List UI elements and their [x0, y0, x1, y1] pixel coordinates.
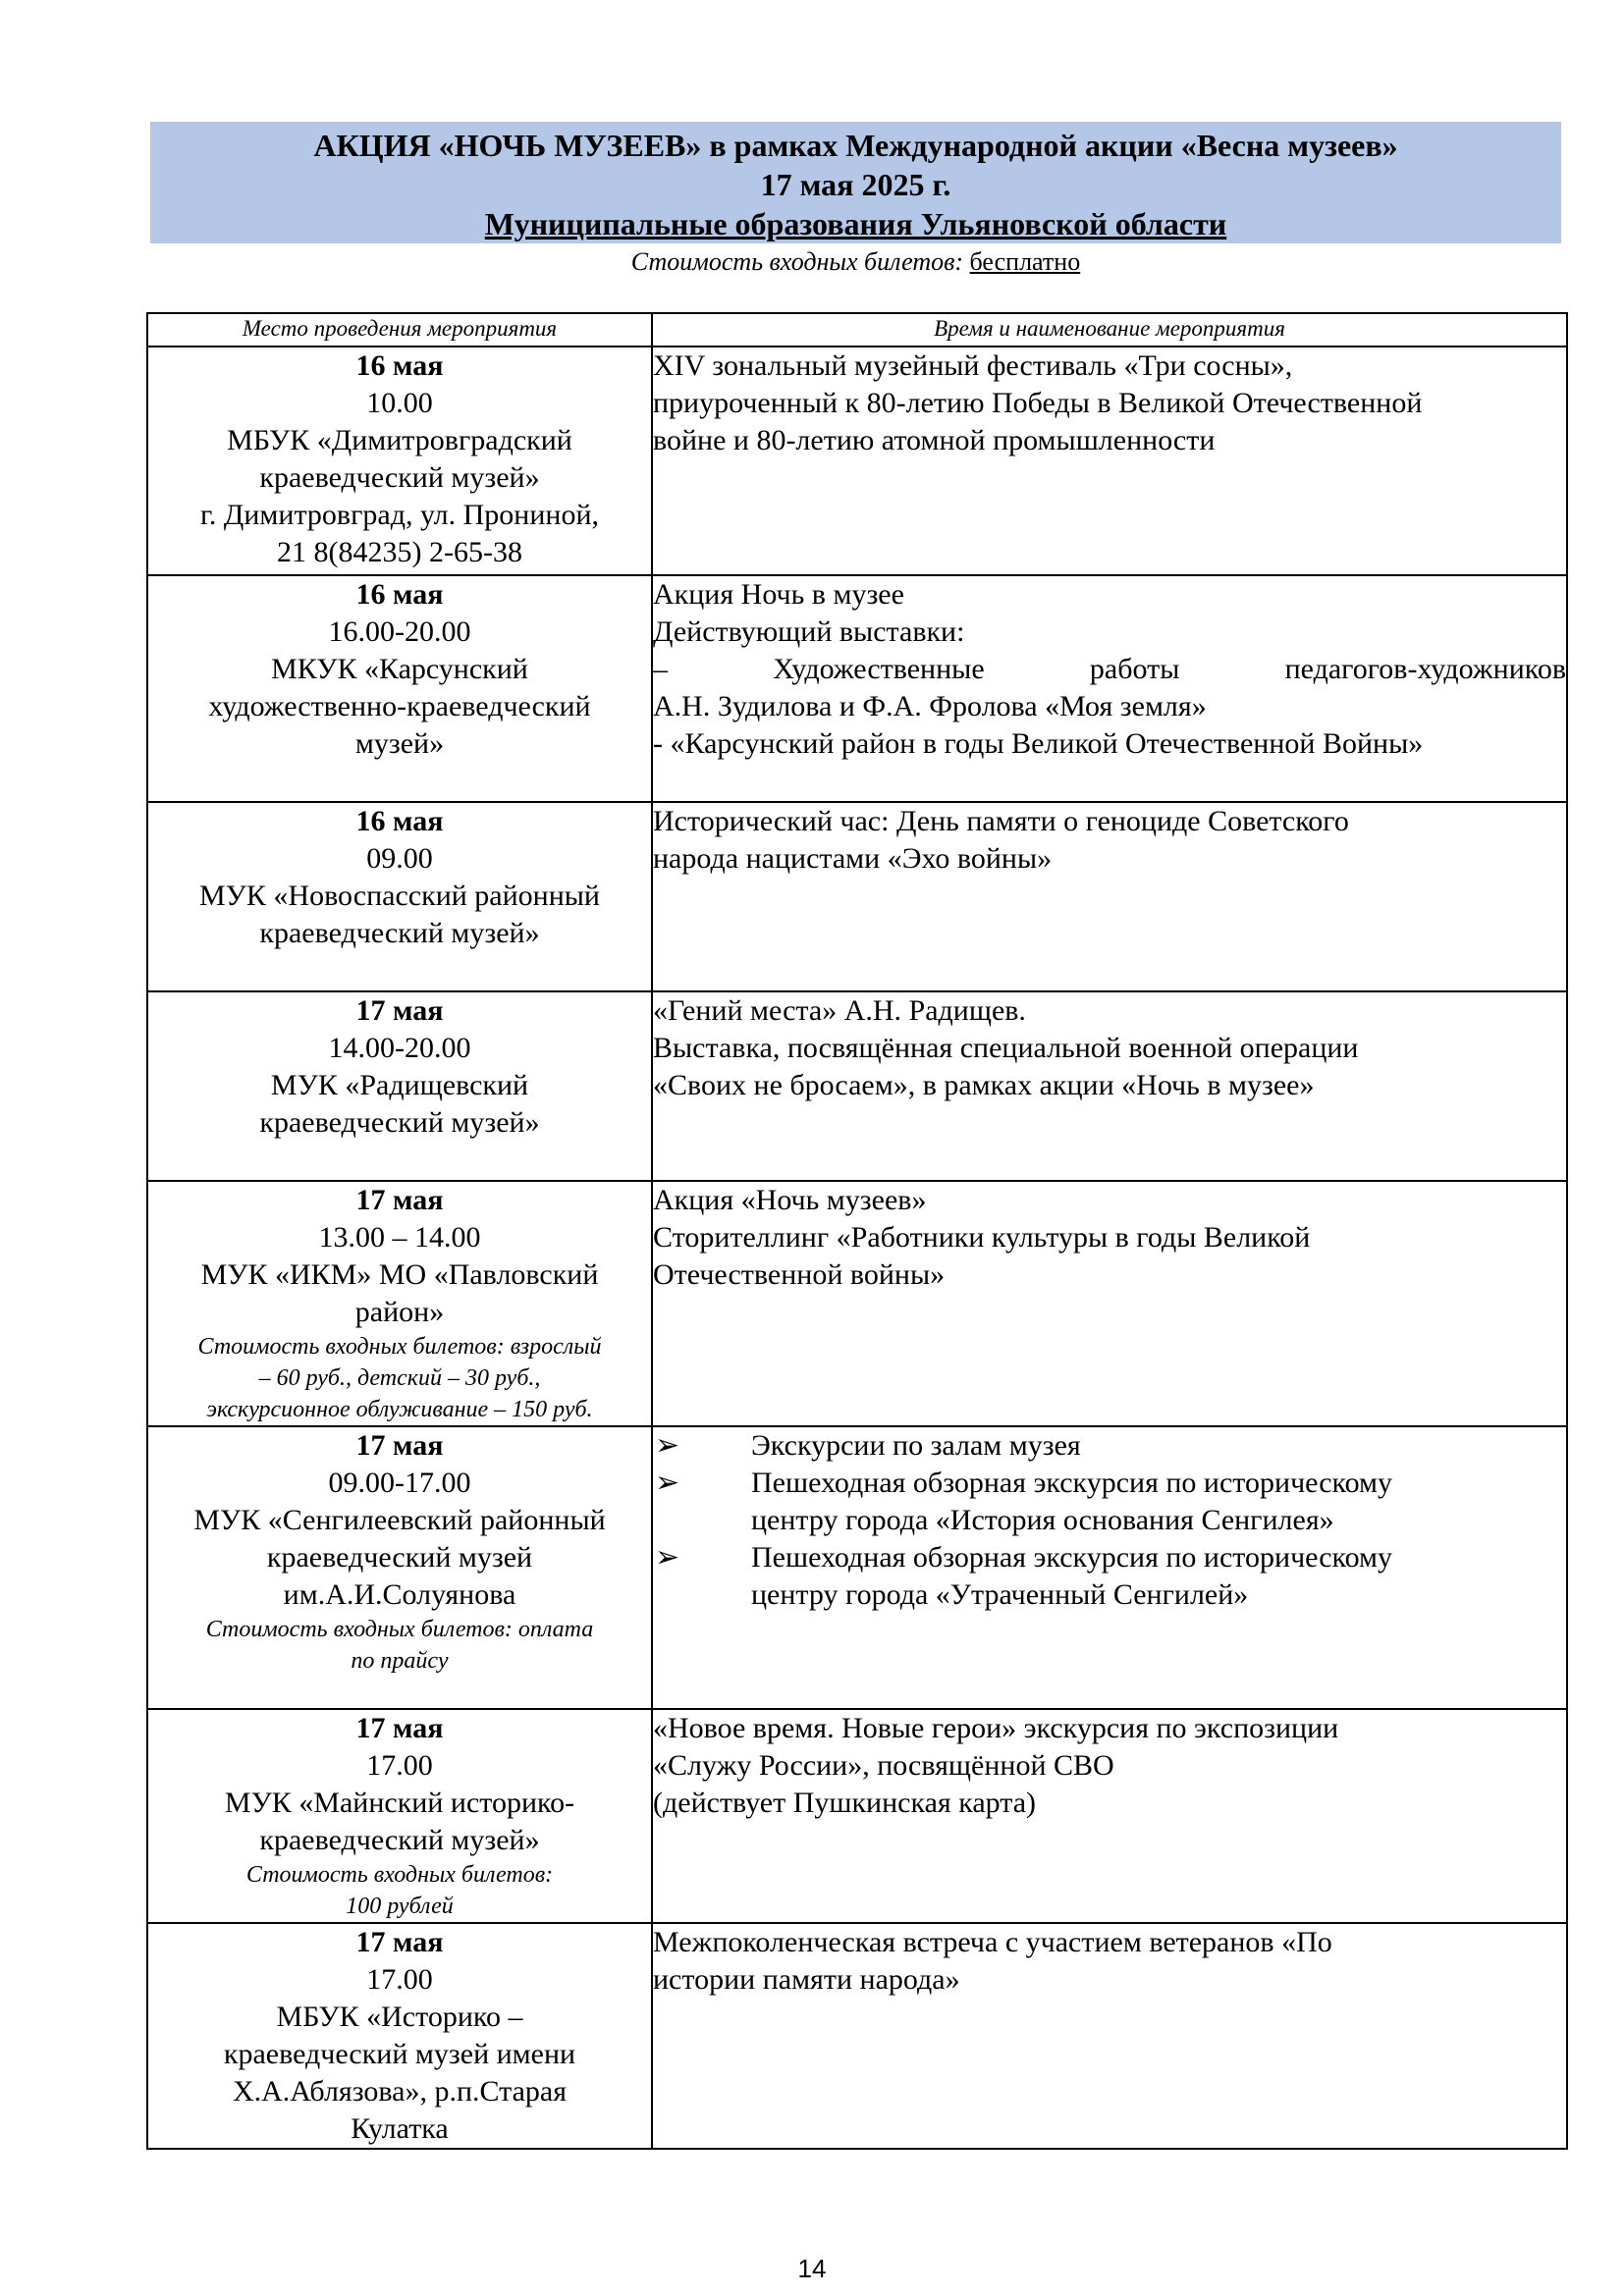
event-date: 17 мая [355, 1429, 444, 1462]
title-date: 17 мая 2025 г. [760, 167, 951, 202]
price-note: экскурсионное облуживание – 150 руб. [206, 1397, 593, 1422]
event-cell [652, 575, 1567, 802]
event-time: 17.00 [366, 1749, 433, 1782]
ticket-cost-label: Стоимость входных билетов: [630, 247, 970, 276]
title-banner [150, 122, 1561, 243]
place-line: художественно-краеведческий [208, 690, 591, 722]
bullet-text: Экскурсии по залам музея [751, 1429, 1081, 1462]
event-cell [652, 1181, 1567, 1426]
event-time: 13.00 – 14.00 [318, 1221, 481, 1254]
price-note: Стоимость входных билетов: оплата [205, 1617, 594, 1642]
event-line: «Своих не бросаем», в рамках акции «Ночь в музее» [653, 1069, 1315, 1101]
bullet-text: центру города «Утраченный Сенгилей» [751, 1578, 1249, 1611]
bullet-text: Пешеходная обзорная экскурсия по историческому [751, 1467, 1392, 1499]
ticket-cost-line [150, 245, 1561, 279]
event-line: Действующий выставки: [653, 615, 965, 648]
price-note: по прайсу [351, 1648, 449, 1674]
bullet-item [653, 1465, 1566, 1539]
title-region: Муниципальные образования Ульяновской области [484, 206, 1227, 241]
bullet-item [653, 1427, 1566, 1465]
event-line: Исторический час: День памяти о геноциде Советского [653, 805, 1349, 837]
event-line: А.Н. Зудилова и Ф.А. Фролова «Моя земля» [653, 690, 1207, 722]
bullet-text: центру города «История основания Сенгилея» [751, 1504, 1334, 1536]
event-line: - «Карсунский район в годы Великой Отечественной Войны» [653, 727, 1424, 760]
place-cell [147, 1709, 652, 1923]
event-date: 17 мая [355, 1184, 444, 1216]
table-row [147, 1923, 1567, 2149]
event-cell [652, 1426, 1567, 1709]
place-line: краеведческий музей» [259, 1824, 540, 1856]
event-date: 16 мая [355, 349, 444, 382]
price-note: – 60 руб., детский – 30 руб., [258, 1365, 541, 1391]
column-header-place: Место проведения мероприятия [147, 313, 652, 347]
arrow-bullet-icon: ➢ [655, 1467, 680, 1499]
place-line: краеведческий музей» [259, 917, 540, 949]
title-line-1: АКЦИЯ «НОЧЬ МУЗЕЕВ» в рамках Международной акции «Весна музеев» [313, 128, 1398, 163]
event-line: Акция «Ночь музеев» [653, 1184, 927, 1216]
place-line: район» [354, 1296, 445, 1328]
event-cell [652, 347, 1567, 575]
place-line: краеведческий музей» [259, 461, 540, 494]
event-date: 16 мая [355, 578, 444, 611]
event-cell [652, 802, 1567, 991]
event-line: – Художественные работы педагогов-художников [653, 653, 1566, 685]
table-row [147, 1426, 1567, 1709]
event-line: «Служу России», посвящённой СВО [653, 1749, 1114, 1782]
place-line: МБУК «Историко – [276, 2001, 523, 2033]
event-cell [652, 1709, 1567, 1923]
event-time: 09.00 [366, 842, 433, 875]
place-cell [147, 575, 652, 802]
event-line: «Новое время. Новые герои» экскурсия по экспозиции [653, 1712, 1339, 1744]
table-row [147, 802, 1567, 991]
event-line: Отечественной войны» [653, 1258, 946, 1291]
event-line: (действует Пушкинская карта) [653, 1787, 1037, 1819]
event-line: войне и 80-летию атомной промышленности [653, 424, 1216, 456]
event-date: 17 мая [355, 1712, 444, 1744]
place-line: Х.А.Аблязова», р.п.Старая [232, 2075, 568, 2108]
events-table [146, 312, 1568, 2150]
place-line: краеведческий музей имени [223, 2038, 576, 2070]
place-line: 21 8(84235) 2-65-38 [277, 536, 522, 568]
place-line: МКУК «Карсунский [271, 653, 528, 685]
place-line: МУК «Радищевский [270, 1069, 529, 1101]
place-line: музей» [354, 727, 445, 760]
place-cell [147, 347, 652, 575]
arrow-bullet-icon: ➢ [655, 1429, 680, 1462]
ticket-cost-value: бесплатно [969, 247, 1081, 276]
table-row [147, 1709, 1567, 1923]
event-line: Выставка, посвящённая специальной военной операции [653, 1032, 1359, 1064]
table-header-row [147, 313, 1567, 347]
table-row [147, 347, 1567, 575]
place-line: Кулатка [351, 2112, 449, 2145]
place-line: г. Димитровград, ул. Прониной, [199, 499, 600, 531]
table-row [147, 575, 1567, 802]
place-cell [147, 1181, 652, 1426]
event-date: 17 мая [355, 1926, 444, 1958]
event-line: Акция Ночь в музее [653, 578, 904, 611]
place-line: МБУК «Димитровградский [227, 424, 572, 456]
event-date: 17 мая [355, 994, 444, 1027]
event-line: Сторителлинг «Работники культуры в годы Великой [653, 1221, 1311, 1254]
price-note: Стоимость входных билетов: [245, 1862, 554, 1888]
page-number: 14 [797, 2254, 827, 2283]
place-line: МУК «Сенгилеевский районный [193, 1504, 606, 1536]
price-note: 100 рублей [346, 1894, 454, 1919]
place-line: МУК «Майнский историко- [224, 1787, 575, 1819]
place-line: МУК «Новоспасский районный [199, 880, 600, 912]
event-line: приуроченный к 80-летию Победы в Великой Отечественной [653, 387, 1423, 419]
bullet-text: Пешеходная обзорная экскурсия по историческому [751, 1541, 1392, 1574]
bullet-item [653, 1539, 1566, 1614]
arrow-bullet-icon: ➢ [655, 1541, 680, 1574]
place-cell [147, 802, 652, 991]
place-line: МУК «ИКМ» МО «Павловский [200, 1258, 599, 1291]
price-note: Стоимость входных билетов: взрослый [197, 1334, 602, 1360]
place-line: им.А.И.Солуянова [283, 1578, 516, 1611]
event-line: истории памяти народа» [653, 1963, 960, 1996]
event-time: 16.00-20.00 [328, 615, 471, 648]
table-row [147, 1181, 1567, 1426]
event-date: 16 мая [355, 805, 444, 837]
event-line: XIV зональный музейный фестиваль «Три сосны», [653, 349, 1293, 382]
place-line: краеведческий музей [266, 1541, 533, 1574]
place-line: краеведческий музей» [259, 1106, 540, 1139]
event-time: 14.00-20.00 [328, 1032, 471, 1064]
table-row [147, 991, 1567, 1181]
event-time: 10.00 [366, 387, 433, 419]
event-line: «Гений места» А.Н. Радищев. [653, 994, 1026, 1027]
event-time: 17.00 [366, 1963, 433, 1996]
event-line: народа нацистами «Эхо войны» [653, 842, 1053, 875]
event-cell [652, 1923, 1567, 2149]
event-cell [652, 991, 1567, 1181]
place-cell [147, 991, 652, 1181]
place-cell [147, 1426, 652, 1709]
event-line: Межпоколенческая встреча с участием ветеранов «По [653, 1926, 1332, 1958]
column-header-event: Время и наименование мероприятия [652, 313, 1567, 347]
event-time: 09.00-17.00 [328, 1467, 471, 1499]
place-cell [147, 1923, 652, 2149]
